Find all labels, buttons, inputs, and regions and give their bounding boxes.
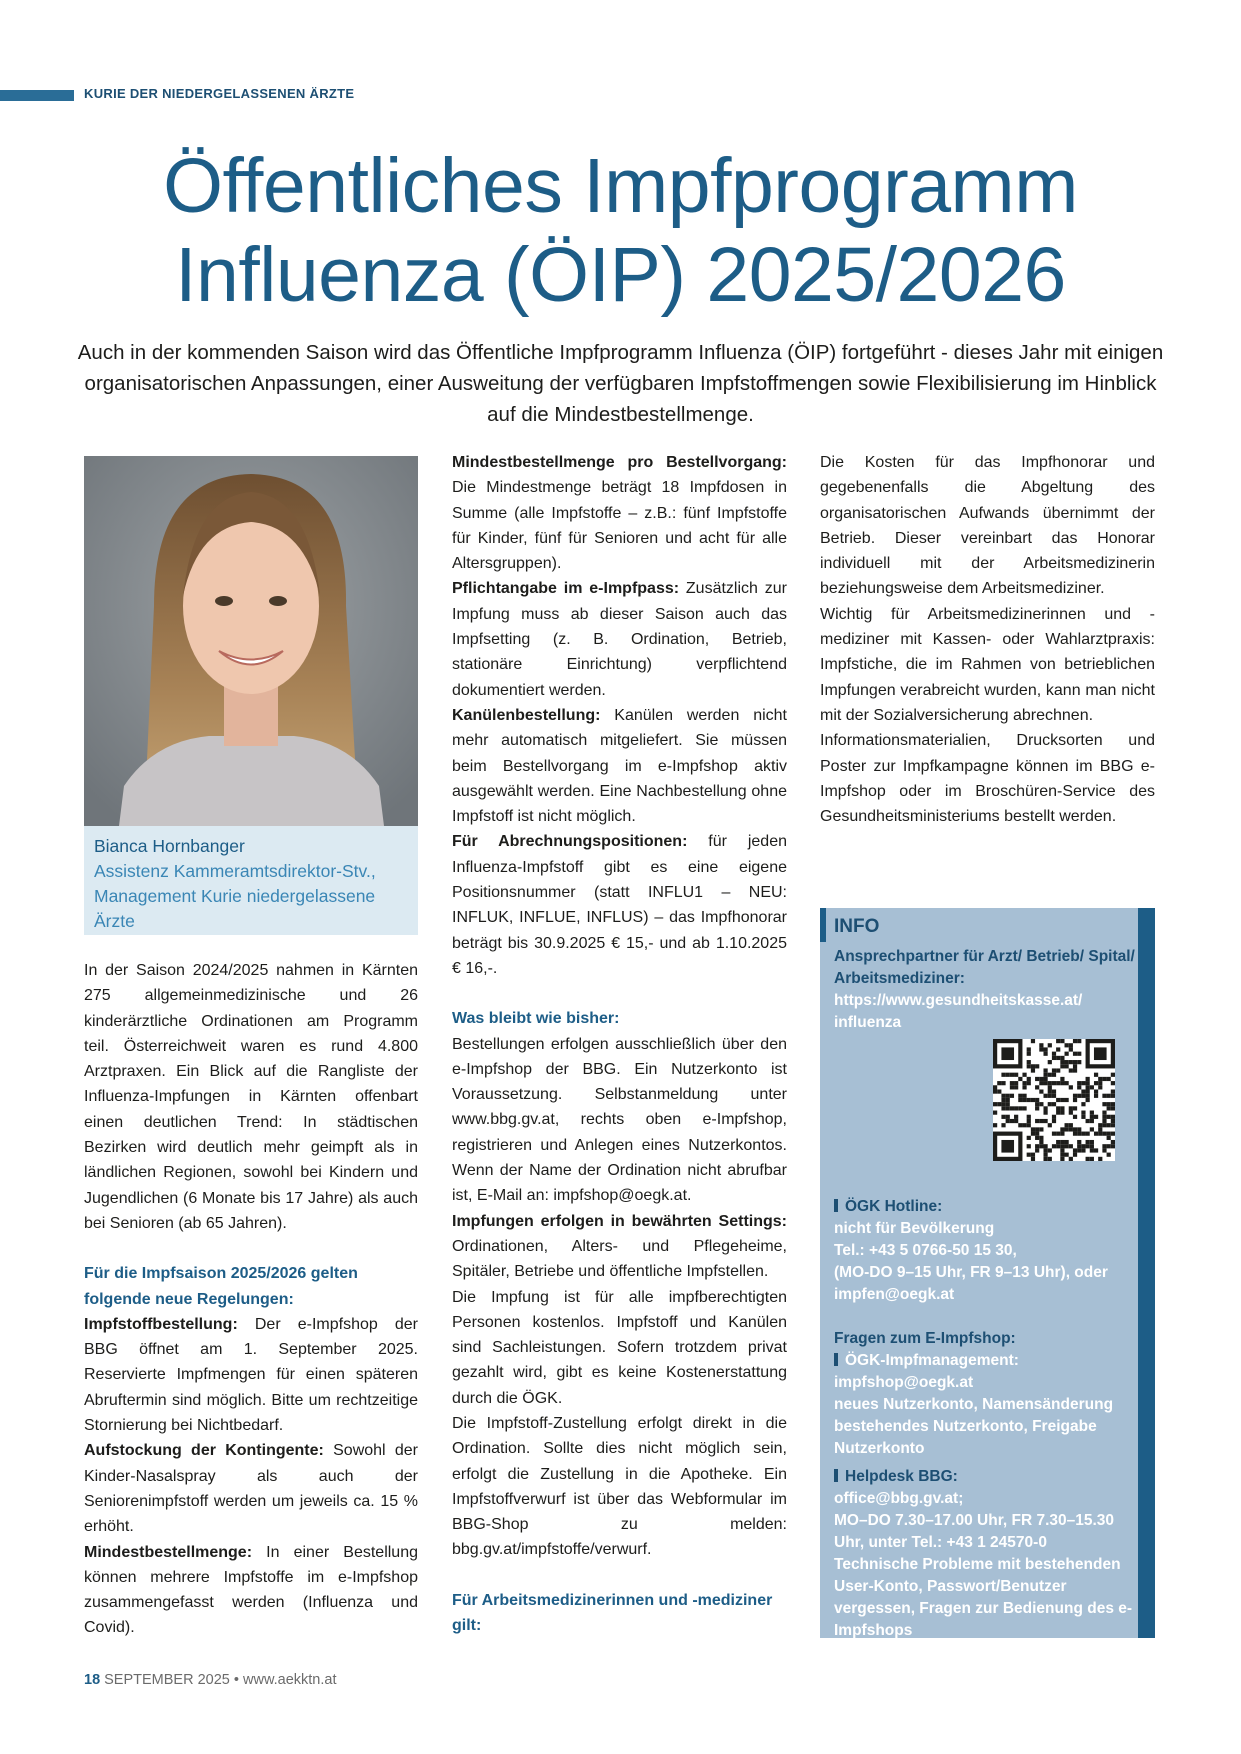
eshop-heading: Fragen zum E-Impfshop: bbox=[834, 1330, 1016, 1347]
section-label: KURIE DER NIEDERGELASSENEN ÄRZTE bbox=[84, 86, 355, 101]
title-line-2: Influenza (ÖIP) 2025/2026 bbox=[175, 232, 1066, 318]
page-footer bbox=[84, 1672, 336, 1688]
helpdesk-label bbox=[834, 1466, 1145, 1488]
paragraph bbox=[84, 1438, 418, 1539]
paragraph-label: Kanülenbestellung: bbox=[452, 706, 601, 724]
contact-heading: Ansprechpartner für Arzt/ Betrieb/ Spital/ Arbeitsmediziner: bbox=[834, 948, 1135, 987]
paragraph bbox=[452, 1209, 787, 1285]
paragraph-label: Aufstockung der Kontingente: bbox=[84, 1442, 324, 1460]
paragraph-text: für jeden Influenza-Impfstoff gibt es eine eigene Positionsnummer (statt INFLU1 – NEU: INFLUK, INFLUE, INFLUS) – das Impfhonorar beträgt bis 30.9.2025 € 15,- und ab 1.10.2025 € 16,-. bbox=[452, 833, 788, 977]
column-2 bbox=[452, 450, 787, 1638]
info-accent-bar bbox=[820, 908, 826, 942]
paragraph: Die Kosten für das Impfhonorar und gegebenenfalls die Abgeltung des organisatorischen Aufwands übernimmt der Betrieb. Dieser vereinbart das Honorar individuell mit der Arbeitsmedizinerin beziehungsweise dem Arbeitsmediziner. bbox=[820, 454, 1155, 598]
hotline-email[interactable]: impfen@oegk.at bbox=[834, 1286, 955, 1303]
paragraph-label: Impfungen erfolgen in bewährten Settings: bbox=[452, 1212, 787, 1230]
helpdesk-email[interactable]: office@bbg.gv.at; bbox=[834, 1490, 964, 1507]
mgmt-label-text: ÖGK-Impfmanagement: bbox=[845, 1352, 1019, 1369]
helpdesk-line: Technische Probleme mit bestehenden User-Konto, Passwort/Benutzer vergessen, Fragen zur Bedienung des e-Impfshops bbox=[834, 1556, 1133, 1639]
paragraph-text: Die Mindestmenge beträgt 18 Impfdosen in Summe (alle Impfstoffe – z.B.: fünf Impfstoffe für Kinder, fünf für Senioren und acht für alle Altersgruppen). bbox=[452, 479, 787, 573]
caption-role: Assistenz Kammeramtsdirektor-Stv., Management Kurie niedergelassene Ärzte bbox=[94, 861, 376, 931]
page-title bbox=[40, 142, 1201, 320]
helpdesk-label-text: Helpdesk BBG: bbox=[845, 1468, 958, 1485]
hotline-label bbox=[834, 1196, 1145, 1218]
column-3 bbox=[820, 450, 1155, 829]
occupational-heading: Für Arbeitsmedizinerinnen und -mediziner gilt: bbox=[452, 1591, 773, 1635]
paragraph: Bestellungen erfolgen ausschließlich über den e-Impfshop der BBG. Ein Nutzerkonto ist Voraussetzung. Selbstanmeldung unter www.bbg.gv.at, rechts oben e-Impfshop, registrieren und Anlegen eines Nutzerkontos. Wenn der Name der Ordination nicht abrufbar ist, E-Mail an: impfshop@oegk.at. bbox=[452, 1035, 787, 1205]
paragraph-text: In einer Bestellung können mehrere Impfstoffe im e-Impfshop zusammengefasst werden (Influenza und Covid). bbox=[84, 1543, 418, 1637]
photo-caption bbox=[84, 826, 418, 935]
paragraph-label: Für Abrechnungspositionen: bbox=[452, 833, 688, 851]
contact-url[interactable]: https://www.gesundheitskasse.at/ influenza bbox=[834, 992, 1083, 1031]
paragraph bbox=[452, 576, 787, 702]
unchanged-heading: Was bleibt wie bisher: bbox=[452, 1010, 620, 1028]
section-color-bar bbox=[0, 90, 74, 101]
hotline-label-text: ÖGK Hotline: bbox=[845, 1198, 943, 1215]
paragraph bbox=[84, 1312, 418, 1438]
paragraph-label: Pflichtangabe im e-Impfpass: bbox=[452, 580, 680, 598]
page-number: 18 bbox=[84, 1672, 101, 1688]
title-line-1: Öffentliches Impfprogramm bbox=[163, 143, 1078, 229]
helpdesk-line: MO–DO 7.30–17.00 Uhr, FR 7.30–15.30 Uhr, unter Tel.: +43 1 24570-0 bbox=[834, 1512, 1115, 1551]
hotline-line: nicht für Bevölkerung bbox=[834, 1220, 995, 1237]
paragraph-label: Mindestbestellmenge: bbox=[84, 1543, 253, 1561]
paragraph-label: Mindestbestellmenge pro Bestellvorgang: bbox=[452, 454, 787, 471]
column-1 bbox=[84, 958, 418, 1641]
paragraph-label: Impfstoffbestellung: bbox=[84, 1315, 238, 1333]
info-title: INFO bbox=[834, 916, 880, 937]
footer-text: SEPTEMBER 2025 • www.aekktn.at bbox=[104, 1672, 337, 1688]
lead-paragraph: Auch in der kommenden Saison wird das Öffentliche Impfprogramm Influenza (ÖIP) fortgeführt - dieses Jahr mit einigen organisatorischen Anpassungen, einer Ausweitung der verfügbaren Impfstoffmengen sowie Flexibilisierung im Hinblick auf die Mindestbestellmenge. bbox=[77, 341, 1164, 426]
mgmt-line: neues Nutzerkonto, Namensänderung bestehendes Nutzerkonto, Freigabe Nutzerkonto bbox=[834, 1396, 1114, 1457]
paragraph bbox=[84, 1540, 418, 1641]
paragraph-text: Kanülen werden nicht mehr automatisch mitgeliefert. Sie müssen beim Bestellvorgang im e-Impfshop aktiv ausgewählt werden. Eine Nachbestellung ohne Impfstoff ist nicht möglich. bbox=[452, 706, 787, 826]
mgmt-label bbox=[834, 1350, 1145, 1372]
portrait-illustration bbox=[84, 456, 418, 826]
qr-code[interactable] bbox=[993, 1039, 1115, 1161]
paragraph: Die Impfstoff-Zustellung erfolgt direkt in die Ordination. Sollte dies nicht möglich sein, erfolgt die Zustellung in die Apotheke. Ein Impfstoffverwurf ist über das Webformular im BBG-Shop zu melden: bbg.gv.at/impfstoffe/verwurf. bbox=[452, 1414, 787, 1559]
paragraph bbox=[452, 450, 787, 576]
paragraph-text: Zusätzlich zur Impfung muss ab dieser Saison auch das Impfsetting (z. B. Ordination, Betrieb, stationäre Einrichtung) verpflichtend dokumentiert werden. bbox=[452, 580, 787, 699]
paragraph: Informationsmaterialien, Drucksorten und Poster zur Impfkampagne können im BBG e-Impfshop oder im Broschüren-Service des Gesundheitsministeriums bestellt werden. bbox=[820, 732, 1155, 826]
paragraph bbox=[452, 703, 787, 829]
mgmt-email[interactable]: impfshop@oegk.at bbox=[834, 1374, 974, 1391]
paragraph-text: Sowohl der Kinder-Nasalspray als auch der Seniorenimpfstoff werden um jeweils ca. 15 % erhöht. bbox=[84, 1442, 418, 1536]
info-box bbox=[820, 908, 1155, 1638]
paragraph: Wichtig für Arbeitsmedizinerinnen und -mediziner mit Kassen- oder Wahlarztpraxis: Impfstiche, die im Rahmen von betrieblichen Impfungen verabreicht wurden, kann man nicht mit der Sozialversicherung abrechnen. bbox=[820, 605, 1155, 724]
hotline-line: Tel.: +43 5 0766-50 15 30, bbox=[834, 1242, 1017, 1259]
paragraph bbox=[452, 829, 787, 981]
info-side-bar bbox=[1138, 908, 1155, 1638]
portrait-photo bbox=[84, 456, 418, 826]
new-rules-heading: Für die Impfsaison 2025/2026 gelten folgende neue Regelungen: bbox=[84, 1265, 358, 1308]
paragraph: Die Impfung ist für alle impfberechtigten Personen kostenlos. Impfstoff und Kanülen sind Sachleistungen. Sofern trotzdem privat gezahlt wird, gibt es keine Kostenerstattung durch die ÖGK. bbox=[452, 1288, 787, 1407]
intro-paragraph: In der Saison 2024/2025 nahmen in Kärnten 275 allgemeinmedizinische und 26 kinderärztliche Ordinationen am Programm teil. Österreichweit waren es rund 4.800 Arztpraxen. Ein Blick auf die Rangliste der Influenza-Impfungen in Kärnten offenbart einen deutlichen Trend: In städtischen Bezirken wird deutlich mehr geimpft als in ländlichen Regionen, sowohl bei Kindern und Jugendlichen (6 Monate bis 17 Jahre) als auch bei Senioren (ab 65 Jahren). bbox=[84, 962, 418, 1232]
paragraph-text: Ordinationen, Alters- und Pflegeheime, Spitäler, Betriebe und öffentliche Impfstellen. bbox=[452, 1237, 787, 1281]
hotline-line: (MO-DO 9–15 Uhr, FR 9–13 Uhr), oder bbox=[834, 1264, 1108, 1281]
caption-name: Bianca Hornbanger bbox=[94, 836, 245, 856]
paragraph-text: Der e-Impfshop der BBG öffnet am 1. September 2025. Reservierte Impfmengen für einen späteren Abruftermin sind möglich. Bitte um rechtzeitige Stornierung bei Nichtbedarf. bbox=[84, 1315, 418, 1435]
qr-code-graphic bbox=[993, 1039, 1115, 1161]
